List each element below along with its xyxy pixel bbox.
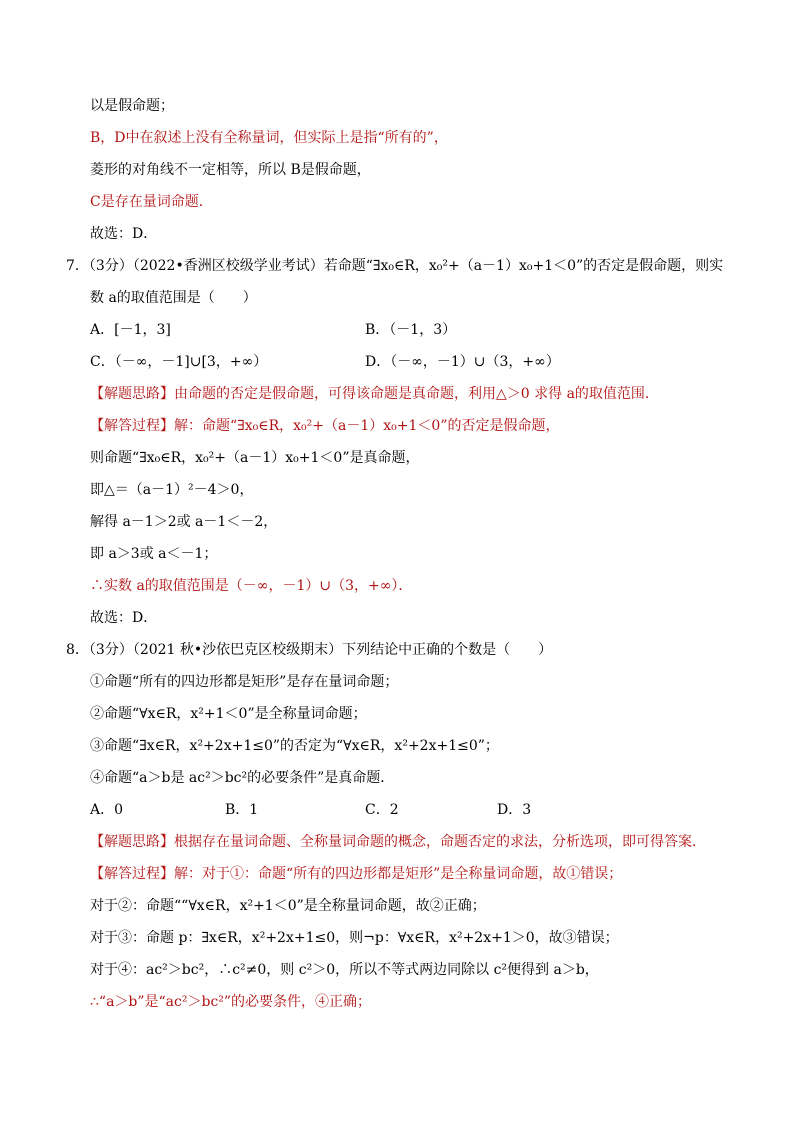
text-line: 故选：D．	[90, 226, 158, 242]
solution-idea-8: 【解题思路】根据存在量词命题、全称量词命题的概念，命题否定的求法，分析选项，即可得答案．	[90, 834, 706, 850]
solution-idea-7: 【解题思路】由命题的否定是假命题，可得该命题是真命题，利用△＞0 求得 a的取值范围．	[90, 386, 659, 402]
text-line: 对于③：命题 p：∃x∈R，x²+2x+1≤0，则¬p：∀x∈R，x²+2x+1＞0，故③错误；	[90, 930, 619, 946]
q7-option-d: D．（－∞，－1）∪（3，+∞）	[365, 354, 560, 370]
text-line: 菱形的对角线不一定相等，所以 B是假命题，	[90, 162, 371, 178]
text-line: B，D中在叙述上没有全称量词，但实际上是指“所有的”，	[90, 130, 448, 146]
q8-option-a: A．0	[90, 802, 124, 818]
text-line: ④命题“a＞b是 ac²＞bc²的必要条件”是真命题．	[90, 770, 395, 786]
solution-process-8: 【解答过程】解：对于①：命题“所有的四边形都是矩形”是全称量词命题，故①错误；	[90, 866, 623, 882]
question-7-stem: 7．（3分）（2022•香洲区校级学业考试）若命题“∃x₀∈R，x₀²+（a－1）x₀+1＜0”的否定是假命题，则实	[66, 258, 724, 274]
text-line: ③命题“∃x∈R，x²+2x+1≤0”的否定为“∀x∈R，x²+2x+1≤0”；	[90, 738, 499, 754]
text-line: ∴“a＞b”是“ac²＞bc²”的必要条件，④正确；	[90, 994, 372, 1010]
q7-option-b: B．（－1，3）	[365, 322, 457, 338]
text-line: 即△＝（a－1）²－4＞0，	[90, 482, 254, 498]
q7-option-c: C．（－∞，－1]∪[3，+∞）	[90, 354, 268, 370]
text-line: ∴实数 a的取值范围是（－∞，－1）∪（3，+∞）．	[90, 578, 413, 594]
text-line: 以是假命题；	[90, 98, 174, 114]
text-line: 故选：D．	[90, 610, 158, 626]
text-line: 对于②：命题““∀x∈R，x²+1＜0”是全称量词命题，故②正确；	[90, 898, 486, 914]
text-line: 解得 a－1＞2或 a－1＜－2，	[90, 514, 278, 530]
solution-process-7: 【解答过程】解：命题“∃x₀∈R，x₀²+（a－1）x₀+1＜0”的否定是假命题，	[90, 418, 560, 434]
q8-option-b: B．1	[225, 802, 259, 818]
question-7-stem-cont: 数 a的取值范围是（ ）	[90, 290, 257, 306]
text-line: ①命题“所有的四边形都是矩形”是存在量词命题；	[90, 674, 399, 690]
text-line: C是存在量词命题．	[90, 194, 213, 210]
q8-option-c: C．2	[365, 802, 399, 818]
q7-option-a: A．[－1，3]	[90, 322, 171, 338]
text-line: 对于④：ac²＞bc²，∴c²≠0，则 c²＞0，所以不等式两边同除以 c²便得到 a＞b，	[90, 962, 599, 978]
question-8-stem: 8．（3分）（2021 秋•沙依巴克区校级期末）下列结论中正确的个数是（ ）	[66, 642, 553, 658]
q8-option-d: D．3	[497, 802, 532, 818]
text-line: ②命题“∀x∈R，x²+1＜0”是全称量词命题；	[90, 706, 367, 722]
text-line: 则命题“∃x₀∈R，x₀²+（a－1）x₀+1＜0”是真命题，	[90, 450, 420, 466]
text-line: 即 a＞3或 a＜－1；	[90, 546, 218, 562]
